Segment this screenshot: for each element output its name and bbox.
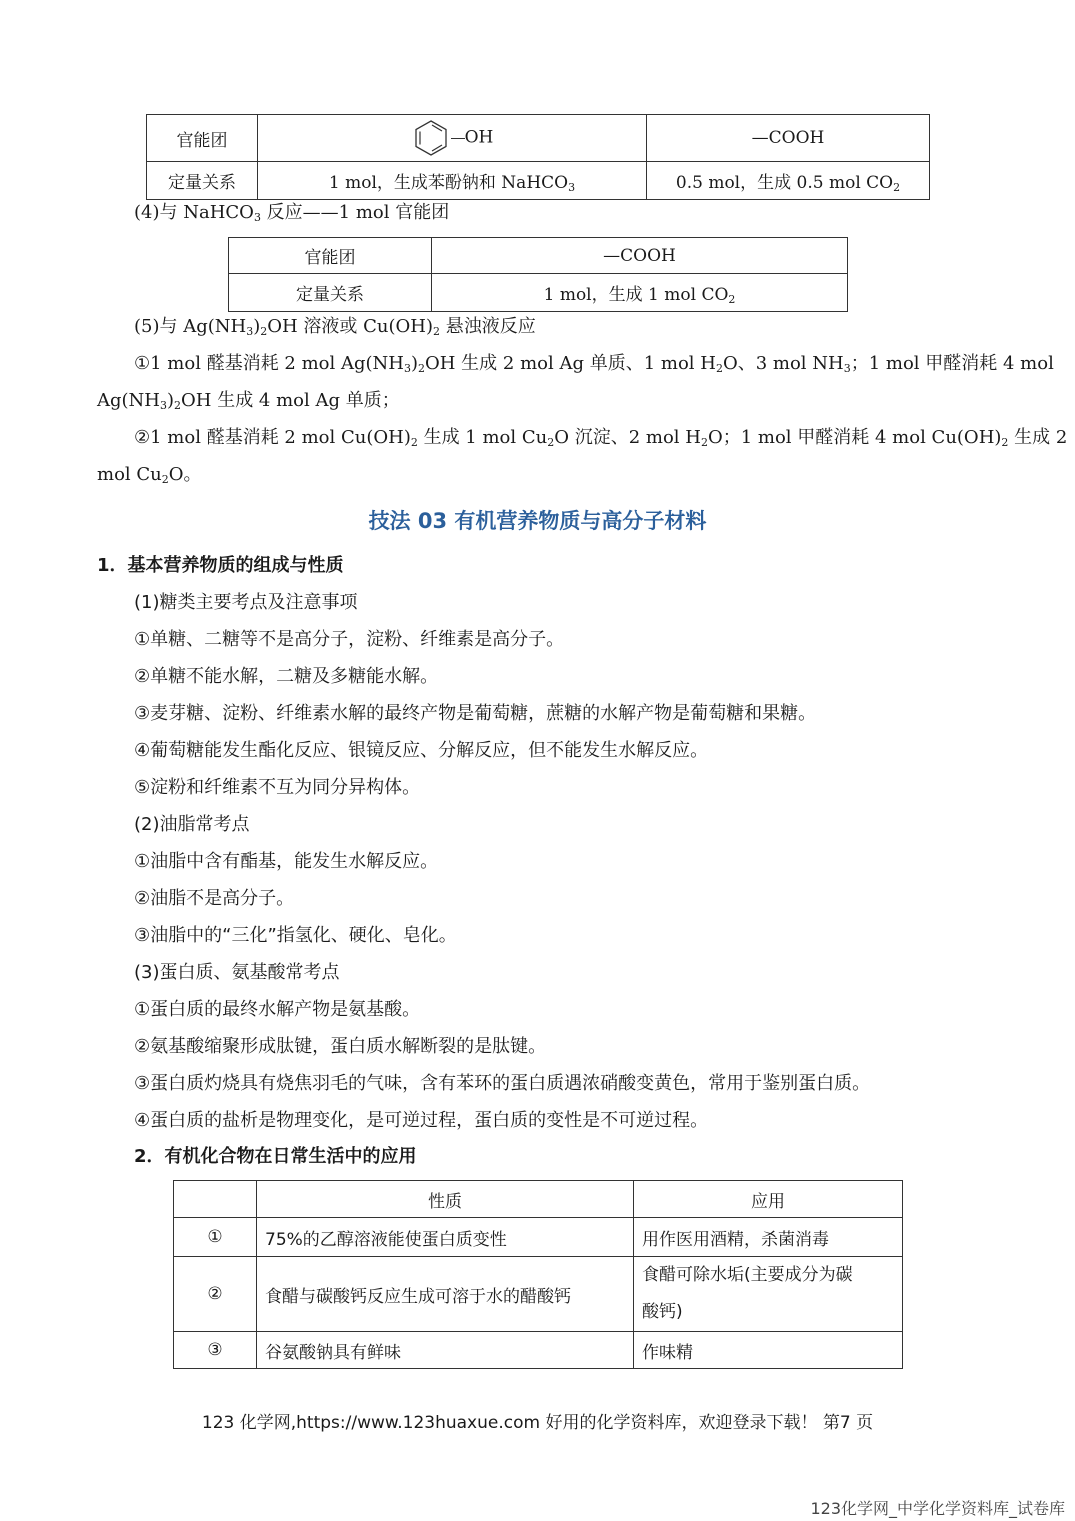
- section-5-title: (5)与 $Ag(NH_3)_2OH$ 溶液或 $Cu(OH)_2$ 悬浊液反应: [134, 316, 536, 338]
- body-line: ①蛋白质的最终水解产物是氨基酸。: [134, 999, 421, 1020]
- table2-label-functional-group: 官能团: [229, 238, 432, 274]
- table2-cooh: —COOH: [432, 238, 848, 274]
- paragraph-ag-line2: $Ag(NH_3)_2OH$ 生成 4 mol Ag 单质；: [97, 390, 400, 412]
- table-phenol-cooh: [146, 114, 930, 200]
- table1-cooh: —COOH: [647, 115, 930, 162]
- body-line: (2)油脂常考点: [134, 814, 250, 835]
- body-line: ⑤淀粉和纤维素不互为同分异构体。: [134, 777, 421, 798]
- table-row: [174, 1332, 903, 1369]
- paragraph-cu-line2: mol $Cu_2O$。: [97, 464, 202, 486]
- row-application: 食醋可除水垢(主要成分为碳 酸钙): [634, 1257, 903, 1332]
- body-line: ①单糖、二糖等不是高分子，淀粉、纤维素是高分子。: [134, 629, 565, 650]
- body-line: ②单糖不能水解，二糖及多糖能水解。: [134, 666, 439, 687]
- table-header-application: 应用: [634, 1181, 903, 1218]
- table1-phenol-quantity: 1 mol，生成苯酚钠和 NaHCO$_3$: [258, 162, 647, 200]
- table-row: [174, 1257, 903, 1332]
- section-1-title: 1．基本营养物质的组成与性质: [97, 555, 344, 576]
- body-line: (1)糖类主要考点及注意事项: [134, 592, 358, 613]
- table-header-property: 性质: [257, 1181, 634, 1218]
- row-number: ②: [174, 1257, 257, 1332]
- table-header-empty: [174, 1181, 257, 1218]
- table-nahco3: [228, 237, 848, 312]
- table1-cooh-quantity: 0.5 mol，生成 0.5 mol $CO_2$: [647, 162, 930, 200]
- page-footer: 123 化学网,https://www.123huaxue.com 好用的化学资料库，欢迎登录下载！ 第7 页: [201, 1413, 874, 1433]
- row-number: ③: [174, 1332, 257, 1369]
- watermark: 123化学网_中学化学资料库_试卷库: [810, 1499, 1065, 1518]
- section-2-title: 2．有机化合物在日常生活中的应用: [134, 1146, 417, 1167]
- body-line: ②油脂不是高分子。: [134, 888, 295, 909]
- body-line: (3)蛋白质、氨基酸常考点: [134, 962, 340, 983]
- row-application: 用作医用酒精，杀菌消毒: [634, 1218, 903, 1257]
- table2-cooh-quantity: 1 mol，生成 1 mol $CO_2$: [432, 274, 848, 312]
- table-row: [174, 1218, 903, 1257]
- table-header-row: [174, 1181, 903, 1218]
- row-property: 食醋与碳酸钙反应生成可溶于水的醋酸钙: [257, 1257, 634, 1332]
- oh-group-label: OH: [464, 127, 494, 148]
- body-line: ③蛋白质灼烧具有烧焦羽毛的气味，含有苯环的蛋白质遇浓硝酸变黄色，常用于鉴别蛋白质。: [134, 1073, 871, 1094]
- body-line: ④蛋白质的盐析是物理变化，是可逆过程，蛋白质的变性是不可逆过程。: [134, 1110, 709, 1131]
- row-application: 作味精: [634, 1332, 903, 1369]
- section-4-title: (4)与 NaHCO$_3$ 反应——1 mol 官能团: [134, 202, 450, 224]
- phenol-structure: [258, 115, 647, 162]
- body-line: ①油脂中含有酯基，能发生水解反应。: [134, 851, 439, 872]
- benzene-ring-icon: [411, 118, 451, 158]
- body-line: ②氨基酸缩聚形成肽键，蛋白质水解断裂的是肽键。: [134, 1036, 547, 1057]
- row-property: 75%的乙醇溶液能使蛋白质变性: [257, 1218, 634, 1257]
- body-line: ③油脂中的“三化”指氢化、硬化、皂化。: [134, 925, 457, 946]
- table1-label-functional-group: 官能团: [147, 115, 258, 162]
- row-number: ①: [174, 1218, 257, 1257]
- section-heading: 技法 03 有机营养物质与高分子材料: [368, 509, 707, 533]
- body-line: ④葡萄糖能发生酯化反应、银镜反应、分解反应，但不能发生水解反应。: [134, 740, 709, 761]
- paragraph-cu-line1: ②1 mol 醛基消耗 2 mol $Cu(OH)_2$ 生成 1 mol $Cu_2O$ 沉淀、2 mol $H_2O$；1 mol 甲醛消耗 4 mol $Cu(OH)_2$ 生成 2: [134, 427, 1068, 449]
- table1-label-quantitative: 定量关系: [147, 162, 258, 200]
- table-applications: [173, 1180, 903, 1369]
- paragraph-ag-line1: ①1 mol 醛基消耗 2 mol $Ag(NH_3)_2OH$ 生成 2 mol Ag 单质、1 mol $H_2O$、3 mol $NH_3$；1 mol 甲醛消耗 4 mol: [134, 353, 1054, 375]
- row-property: 谷氨酸钠具有鲜味: [257, 1332, 634, 1369]
- table2-label-quantitative: 定量关系: [229, 274, 432, 312]
- body-line: ③麦芽糖、淀粉、纤维素水解的最终产物是葡萄糖，蔗糖的水解产物是葡萄糖和果糖。: [134, 703, 817, 724]
